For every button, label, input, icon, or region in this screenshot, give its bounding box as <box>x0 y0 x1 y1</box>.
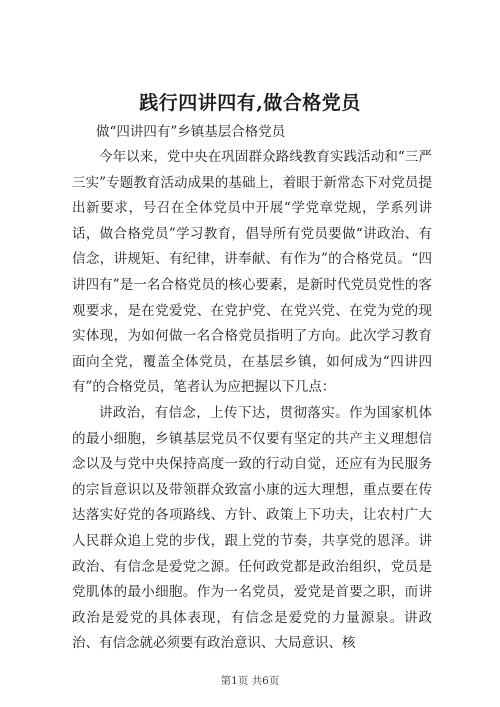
document-title: 践行四讲四有,做合格党员 <box>139 92 361 114</box>
paragraph-intro: 今年以来，党中央在巩固群众路线教育实践活动和“三严三实”专题教育活动成果的基础上，着眼于新常态下对党员提出新要求，号召在全体党员中开展“学党章党规，学系列讲话，做合格党员”学习教育，倡导所有党员要做“讲政治、有信念，讲规矩、有纪律，讲奉献、有作为”的合格党员。“四讲四有”是一名合格党员的核心要素，是新时代党员党性的客观要求，是在党爱党、在党护党、在党兴党、在党为党的现实体现，为如何做一名合格党员指明了方向。此次学习教育面向全党，覆盖全体党员，在基层乡镇，如何成为“四讲四有”的合格党员，笔者认为应把握以下几点： <box>72 149 432 396</box>
document-subtitle: 做“四讲四有”乡镇基层合格党员 <box>96 124 286 140</box>
page-footer: 第1页 共6页 <box>220 675 280 687</box>
paragraph-politics: 讲政治，有信念，上传下达，贯彻落实。作为国家机体的最小细胞，乡镇基层党员不仅要有坚定的共产主义理想信念以及与党中央保持高度一致的行动自觉，还应有为民服务的宗旨意识以及带领群众致富小康的远大理想，重点要在传达落实好党的各项路线、方针、政策上下功夫，让农村广大人民群众追上党的步伐，跟上党的节奏，共享党的恩泽。讲政治、有信念是爱党之源。任何政党都是政治组织，党员是党肌体的最小细胞。作为一名党员，爱党是首要之职，而讲政治是爱党的具体表现，有信念是爱党的力量源泉。讲政治、有信念就必须要有政治意识、大局意识、核 <box>72 404 432 652</box>
document-body <box>72 145 432 657</box>
